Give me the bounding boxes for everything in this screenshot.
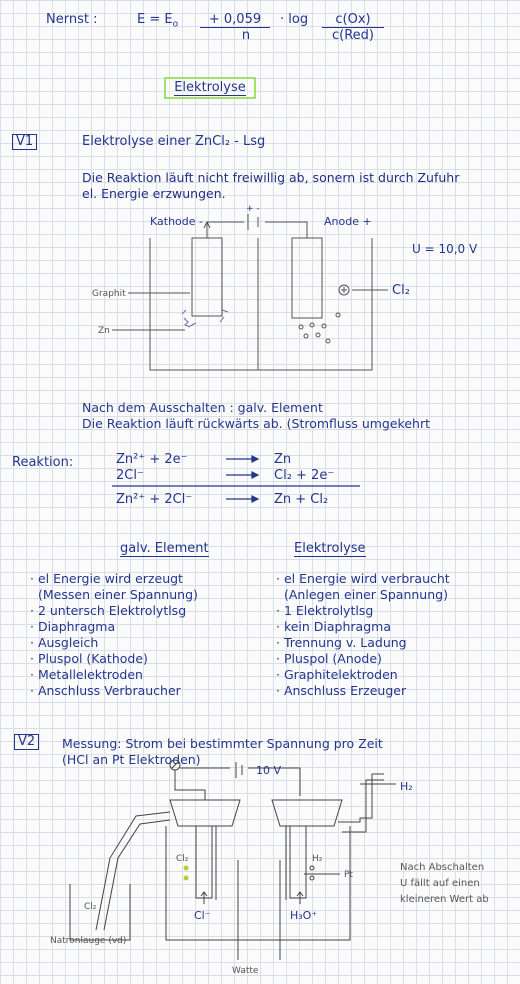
v1-graphit-label: Graphit — [92, 289, 126, 299]
galv-item: (Messen einer Spannung) — [38, 587, 198, 602]
nernst-label: Nernst : — [46, 12, 98, 27]
nernst-lhs: $E = E_o$ — [137, 12, 179, 30]
v1-after-line2: Die Reaktion läuft rückwärts ab. (Stromfluss umgekehrt — [82, 416, 430, 431]
galv-item: · Metallelektroden — [30, 667, 143, 682]
v1-pole-signs: + - — [246, 204, 260, 214]
v1-cl2-label: Cl₂ — [392, 283, 410, 298]
elek-item: · Anschluss Erzeuger — [276, 683, 407, 698]
v2-heading-line1: Messung: Strom bei bestimmter Spannung pro Zeit — [62, 736, 383, 751]
v2-note-line3: kleineren Wert ab — [400, 894, 489, 905]
reaction-row-3-right: Zn + Cl₂ — [274, 492, 329, 507]
reaction-row-2-left: 2Cl⁻ — [116, 468, 144, 483]
v2-cl2-vessel: Cl₂ — [176, 854, 189, 864]
elek-item: · Pluspol (Anode) — [276, 651, 382, 666]
v2-heading-line2: (HCl an Pt Elektroden) — [62, 752, 201, 767]
v2-pt-label: Pt — [344, 870, 353, 880]
v1-voltage: U = 10,0 V — [412, 242, 478, 256]
v1-cathode-label: Kathode - — [150, 215, 203, 228]
page-title: Elektrolyse — [164, 77, 256, 99]
v2-note-line2: U fällt auf einen — [400, 878, 480, 889]
galv-item: · Anschluss Verbraucher — [30, 683, 181, 698]
galv-item: · Pluspol (Kathode) — [30, 651, 148, 666]
elek-item: · Trennung v. Ladung — [276, 635, 407, 650]
v1-anode-label: Anode + — [324, 215, 372, 228]
v1-text-line1: Die Reaktion läuft nicht freiwillig ab, sonern ist durch Zufuhr — [82, 170, 460, 185]
elek-item: · Graphitelektroden — [276, 667, 398, 682]
v2-watte: Watte — [232, 966, 259, 976]
nernst-log: · log — [280, 12, 309, 27]
v2-cl-minus: Cl⁻ — [194, 909, 211, 922]
elek-item: · kein Diaphragma — [276, 619, 391, 634]
galv-item: · el Energie wird erzeugt — [30, 571, 183, 586]
elek-item: · el Energie wird verbraucht — [276, 571, 450, 586]
reaction-row-1-left: Zn²⁺ + 2e⁻ — [116, 452, 188, 467]
v1-after-line1: Nach dem Ausschalten : galv. Element — [82, 400, 323, 415]
v1-text-line2: el. Energie erzwungen. — [82, 186, 226, 201]
v2-h3o: H₃O⁺ — [290, 909, 318, 922]
elek-item: · 1 Elektrolytlsg — [276, 603, 374, 618]
reaction-row-3-left: Zn²⁺ + 2Cl⁻ — [116, 492, 193, 507]
reaction-row-1-right: Zn — [274, 452, 292, 467]
v2-h2-vessel: H₂ — [312, 854, 323, 864]
reaction-label: Reaktion: — [12, 455, 74, 470]
elek-title: Elektrolyse — [294, 541, 366, 556]
galv-item: · Diaphragma — [30, 619, 116, 634]
reaction-row-2-right: Cl₂ + 2e⁻ — [274, 468, 335, 483]
nernst-ratio: c(Ox) c(Red) — [322, 12, 384, 43]
v2-note-line1: Nach Abschalten — [400, 862, 485, 873]
v2-label: V2 — [14, 734, 39, 750]
v1-zn-label: Zn — [98, 326, 110, 336]
v2-cl2-beaker: Cl₂ — [84, 902, 97, 912]
v2-natronlauge: Natronlauge (vd) — [50, 936, 127, 946]
nernst-coefficient: $\frac{+ 0,059}{n}$ — [200, 12, 270, 43]
v1-label: V1 — [12, 134, 37, 150]
v1-heading: Elektrolyse einer ZnCl₂ - Lsg — [82, 134, 266, 149]
galv-item: · 2 untersch Elektrolytlsg — [30, 603, 187, 618]
galv-title: galv. Element — [120, 541, 209, 556]
v2-h2-top: H₂ — [400, 780, 413, 793]
elek-item: (Anlegen einer Spannung) — [284, 587, 448, 602]
v2-voltage: 10 V — [256, 764, 282, 777]
galv-item: · Ausgleich — [30, 635, 99, 650]
